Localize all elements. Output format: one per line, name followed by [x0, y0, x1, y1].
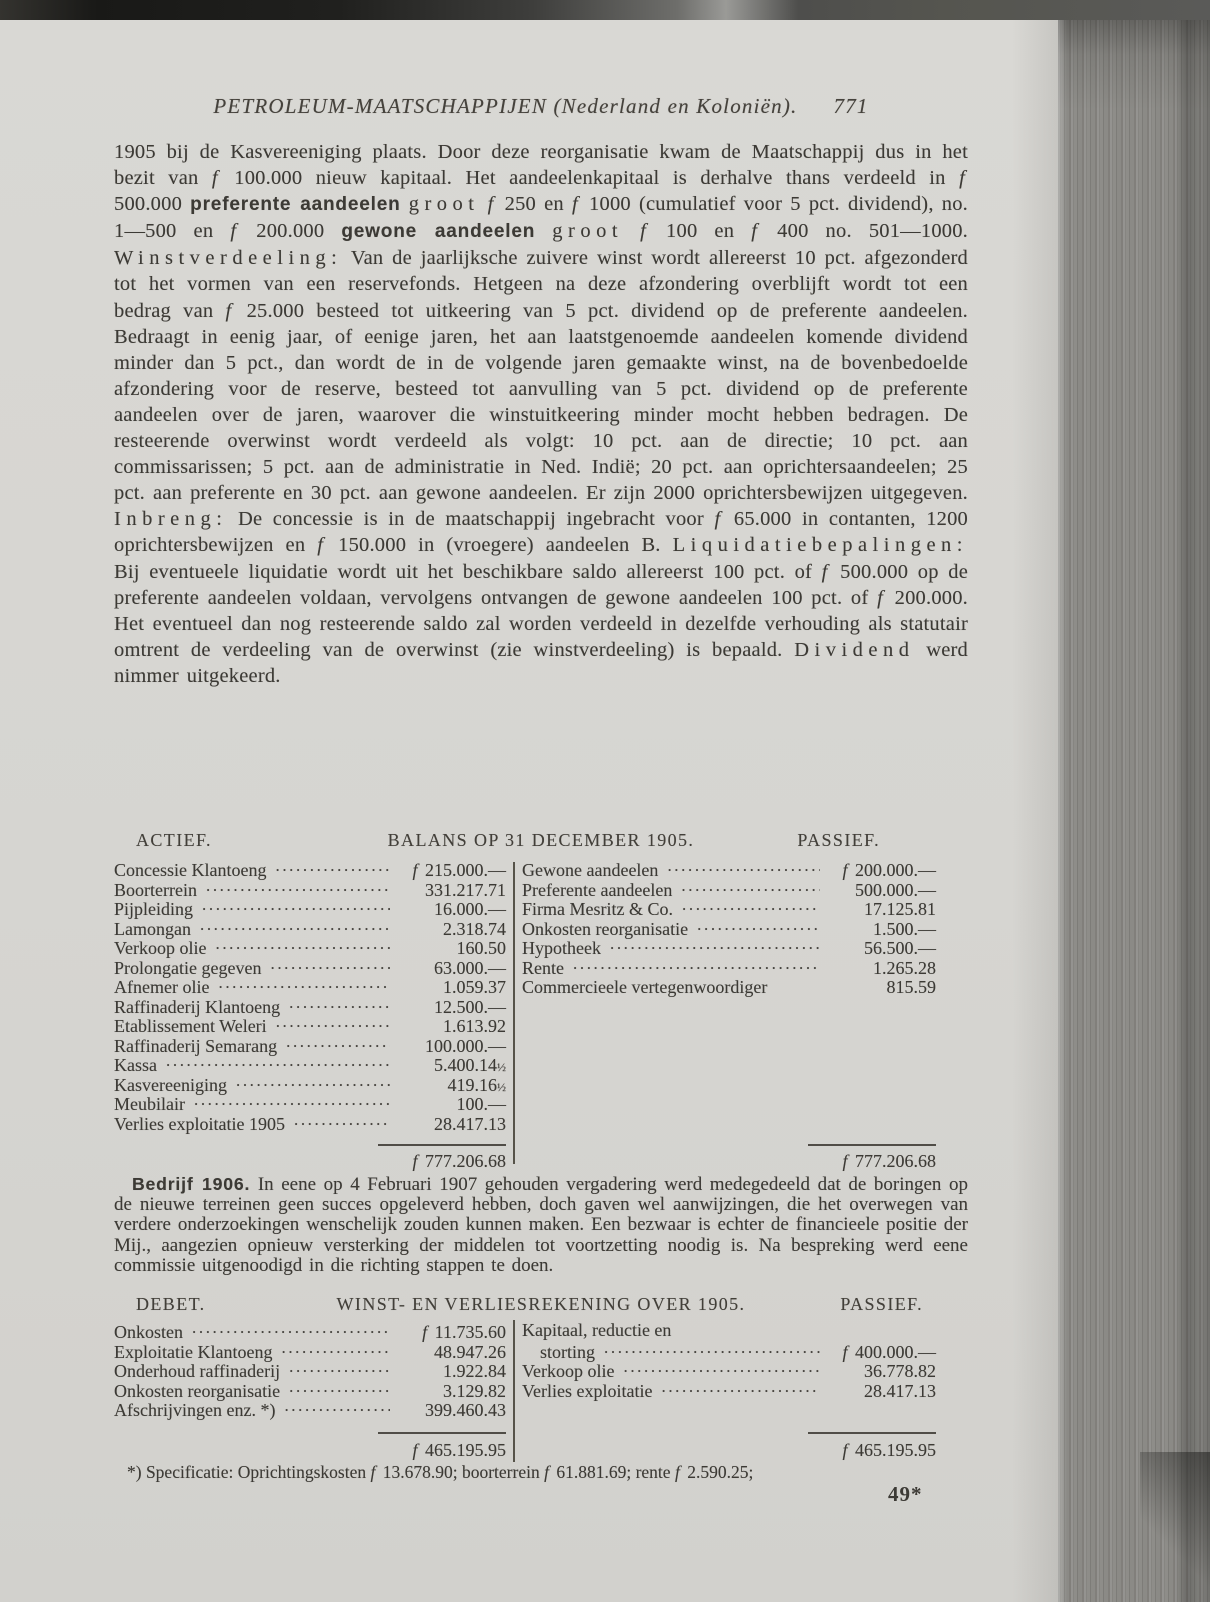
row-label: Meubilair: [114, 1094, 185, 1114]
row-label: Onkosten reorganisatie: [522, 918, 689, 939]
dotted-leader: [206, 878, 390, 896]
text-segment: werd nimmer uitgekeerd.: [114, 638, 968, 687]
row-amount: 2.318.74: [443, 918, 506, 939]
row-label: Firma Mesritz & Co.: [522, 899, 673, 919]
row-amount: 160.50: [456, 938, 506, 958]
row-label: Onkosten: [114, 1322, 183, 1342]
row-amount: 1.500.—: [873, 918, 936, 939]
table-row: [114, 975, 506, 995]
dotted-leader: [289, 1359, 390, 1377]
row-amount: 17.125.81: [864, 899, 936, 919]
dotted-leader: [697, 917, 820, 935]
text-segment: De concessie is in de maatschappij ingebracht voor f 65.000 in contanten, 1200 oprichtersbewijzen en f 150.000 in (vroegere) aandeelen B.: [114, 508, 968, 557]
text-segment: Dividend: [794, 638, 915, 661]
table-row: [114, 1359, 506, 1379]
row-amount: 36.778.82: [864, 1361, 936, 1381]
row-label: Kapitaal, reductie en: [522, 1320, 672, 1340]
row-label: Concessie Klantoeng: [114, 860, 267, 880]
table-row: [114, 995, 506, 1015]
row-label: Hypotheek: [522, 938, 601, 958]
dotted-leader: [289, 995, 390, 1013]
balance-actief-label: ACTIEF.: [136, 830, 212, 850]
balance-table: [114, 858, 968, 1176]
row-label: Etablissement Weleri: [114, 1016, 267, 1036]
row-amount: 3.129.82: [443, 1380, 506, 1401]
dotted-leader: [294, 1112, 390, 1130]
table-row: [522, 858, 936, 878]
table-row: [522, 956, 936, 976]
table-row: [522, 1359, 936, 1379]
text-segment: Inbreng:: [114, 508, 228, 531]
table-row: [114, 1398, 506, 1418]
row-amount: 419.16½: [447, 1074, 506, 1095]
row-amount: f 11.735.60: [422, 1322, 506, 1342]
photo-top-edge: [0, 0, 1210, 20]
main-paragraph: [114, 139, 968, 689]
table-row: [114, 1112, 506, 1132]
dotted-leader: [284, 1398, 390, 1416]
table-row: [114, 858, 506, 878]
page-number: 771: [833, 94, 869, 118]
row-label: Gewone aandeelen: [522, 860, 659, 880]
row-amount: 1.059.37: [443, 977, 506, 997]
row-amount: 100.000.—: [425, 1035, 506, 1056]
dotted-leader: [276, 1014, 390, 1032]
dotted-leader: [289, 1379, 390, 1397]
row-label: Verkoop olie: [522, 1361, 615, 1381]
table-row: [522, 975, 936, 995]
dotted-leader: [192, 1320, 390, 1338]
column-divider: [513, 1320, 515, 1462]
table-row: [114, 917, 506, 937]
dotted-leader: [275, 858, 390, 876]
row-amount: 331.217.71: [425, 879, 506, 900]
row-label: Boorterrein: [114, 879, 197, 900]
text-segment: Van de jaarlijksche zuivere winst wordt allereerst 10 pct. afgezonderd tot het vormen van een reservefonds. Hetgeen na deze afzondering overblijft wordt tot een bedrag van f 25.000 besteed tot uitkeering van 5 pct. dividend op de preferente aandeelen. Bedraagt in eenig jaar, of eenige jaren, het aan laatstgenoemde aandeelen komende dividend minder dan 5 pct., dan wordt de in de volgende jaren gemaakte winst, na de bovenbedoelde afzondering voor de reserve, besteed tot aanvulling van 5 pct. dividend op de preferente aandeelen over de jaren, waarover die winstuitkeering minder mocht hebben bedragen. De resteerende overwinst wordt verdeeld als volgt: 10 pct. aan de directie; 10 pct. aan commissarissen; 5 pct. aan de administratie in Ned. Indië; 20 pct. aan oprichtersaandeelen; 25 pct. aan preferente en 30 pct. aan gewone aandeelen. Er zijn 2000 oprichtersbewijzen uitgegeven.: [114, 247, 968, 505]
balance-section-header: [114, 830, 968, 852]
text-segment: f 100 en f 400 no. 501—1000.: [640, 220, 968, 243]
row-label: Afschrijvingen enz. *): [114, 1400, 276, 1420]
income-debet-column: [114, 1320, 506, 1418]
running-head-title: PETROLEUM-MAATSCHAPPIJEN (Nederland en Koloniën).: [213, 94, 798, 118]
row-amount: 63.000.—: [434, 957, 506, 978]
income-total-credit: f 465.195.95: [842, 1440, 936, 1460]
row-amount: 500.000.—: [855, 879, 936, 900]
dotted-leader: [667, 858, 820, 876]
table-row: [114, 1073, 506, 1093]
table-row: [114, 1320, 506, 1340]
balance-title: BALANS OP 31 DECEMBER 1905.: [387, 830, 695, 850]
balance-passief-column: [522, 858, 936, 995]
row-amount: 399.460.43: [425, 1400, 506, 1420]
row-label: Verkoop olie: [114, 938, 207, 958]
dotted-leader: [286, 1034, 390, 1052]
income-table: [114, 1320, 968, 1470]
dotted-leader: [610, 936, 820, 954]
row-label: Afnemer olie: [114, 977, 210, 997]
row-label: Commercieele vertegenwoordiger: [522, 977, 768, 997]
row-amount: f 200.000.—: [842, 860, 936, 880]
balance-passief-label: PASSIEF.: [797, 830, 880, 850]
row-label: Raffinaderij Semarang: [114, 1035, 278, 1056]
row-label: storting: [540, 1341, 596, 1362]
bedrijf-1906-paragraph: [114, 1174, 968, 1276]
income-credit-column: [522, 1320, 936, 1401]
row-label: Pijpleiding: [114, 899, 194, 919]
dotted-leader: [681, 878, 820, 896]
total-rule-right: [808, 1144, 936, 1146]
row-label: Kasvereeniging: [114, 1074, 227, 1095]
text-segment: Bedrijf 1906.: [132, 1174, 251, 1194]
dotted-leader: [166, 1053, 390, 1071]
table-row: [114, 897, 506, 917]
text-segment: gewone aandeelen: [341, 221, 536, 243]
row-amount: 100.—: [456, 1094, 506, 1114]
dotted-leader: [270, 956, 390, 974]
row-amount: 28.417.13: [864, 1380, 936, 1401]
table-row: [522, 878, 936, 898]
row-label: Onderhoud raffinaderij: [114, 1361, 281, 1381]
table-row: [522, 936, 936, 956]
row-amount: 1.265.28: [873, 957, 936, 978]
total-rule-right: [808, 1432, 936, 1434]
text-segment: groot: [408, 193, 480, 216]
row-amount: 28.417.13: [434, 1113, 506, 1134]
table-row: [114, 1340, 506, 1360]
row-label: Onkosten reorganisatie: [114, 1380, 281, 1401]
row-label: Prolongatie gegeven: [114, 957, 262, 978]
dotted-leader: [202, 897, 390, 915]
row-label: Verlies exploitatie 1905: [114, 1113, 285, 1134]
row-amount: 1.613.92: [443, 1016, 506, 1036]
row-amount: 12.500.—: [434, 996, 506, 1017]
table-row: [114, 1092, 506, 1112]
table-row: [114, 1053, 506, 1073]
balance-total-actief: f 777.206.68: [412, 1151, 506, 1171]
dotted-leader: [604, 1340, 820, 1358]
table-row: [522, 917, 936, 937]
row-amount: 48.947.26: [434, 1341, 506, 1362]
row-label: Kassa: [114, 1055, 157, 1075]
row-label: Verlies exploitatie: [522, 1380, 653, 1401]
income-passief-label: PASSIEF.: [840, 1294, 923, 1314]
row-label: Rente: [522, 957, 564, 978]
table-row: [114, 956, 506, 976]
row-amount: 16.000.—: [434, 899, 506, 919]
dotted-leader: [573, 956, 820, 974]
column-divider: [513, 862, 515, 1164]
table-row: [114, 1034, 506, 1054]
row-amount: f 400.000.—: [842, 1341, 936, 1362]
income-title: WINST- EN VERLIESREKENING OVER 1905.: [336, 1294, 746, 1314]
total-rule-left: [378, 1144, 506, 1146]
dotted-leader: [215, 936, 390, 954]
row-amount: f 215.000.—: [412, 860, 506, 880]
balance-actief-column: [114, 858, 506, 1134]
text-segment: Liquidatiebepalingen:: [672, 534, 968, 557]
dotted-leader: [661, 1379, 820, 1397]
total-rule-left: [378, 1432, 506, 1434]
row-label: Raffinaderij Klantoeng: [114, 996, 281, 1017]
footnote: *) Specificatie: Oprichtingskosten f 13.678.90; boorterrein f 61.881.69; rente f 2.590.25;: [127, 1462, 754, 1482]
row-amount: 56.500.—: [864, 938, 936, 958]
dotted-leader: [281, 1340, 390, 1358]
running-head: [114, 94, 968, 119]
dotted-leader: [218, 975, 390, 993]
table-row: [114, 1014, 506, 1034]
text-segment: [401, 193, 409, 215]
text-segment: f 250 en f 1000 (cumulatief voor 5 pct. dividend), no. 1—500 en f 200.000: [114, 193, 969, 243]
table-row: [522, 1340, 936, 1360]
dotted-leader: [236, 1073, 390, 1091]
text-segment: 1905 bij de Kasvereeniging plaats. Door deze reorganisatie kwam de Maatschappij dus in het bezit van f 100.000 nieuw kapitaal. Het aandeelenkapitaal is derhalve thans verdeeld in f 500.000: [114, 141, 968, 216]
bottom-page-number: 49*: [888, 1482, 923, 1506]
income-section-header: [114, 1294, 968, 1316]
text-segment: In eene op 4 Februari 1907 gehouden vergadering werd medegedeeld dat de boringen op de nieuwe terreinen geen succes opgeleverd hebben, doch gaven wel aanwijzingen, die het overwegen van verdere onderzoekingen wenschelijk zouden kunnen maken. Een bezwaar is echter de financieele positie der Mij., aangezien opnieuw versterking der middelen tot voortzetting noodig is. Na bespreking werd eene commissie uitgenoodigd in die richting stappen te doen.: [114, 1174, 969, 1276]
balance-total-passief: f 777.206.68: [842, 1151, 936, 1171]
income-debet-label: DEBET.: [136, 1294, 206, 1314]
dotted-leader: [194, 1092, 390, 1110]
table-row: [522, 1320, 936, 1340]
dotted-leader: [682, 897, 820, 915]
row-label: Lamongan: [114, 918, 191, 939]
income-total-debet: f 465.195.95: [412, 1440, 506, 1460]
dotted-leader: [200, 917, 390, 935]
text-segment: groot: [552, 220, 624, 243]
table-row: [522, 897, 936, 917]
text-segment: Bij eventueele liquidatie wordt uit het beschikbare saldo allereerst 100 pct. of f 500.000 op de preferente aandeelen voldaan, vervolgens ontvangen de gewone aandeelen 100 pct. of f 200.000. Het eventueel dan nog resteerende saldo zal worden verdeeld in dezelfde verhouding als statutair omtrent de verdeeling van de overwinst (zie winstverdeeling) is bepaald.: [114, 560, 968, 661]
text-segment: [535, 220, 552, 242]
table-row: [114, 936, 506, 956]
table-row: [114, 1379, 506, 1399]
row-label: Exploitatie Klantoeng: [114, 1341, 273, 1362]
dotted-leader: [623, 1359, 820, 1377]
dotted-leader: [776, 975, 820, 993]
row-amount: 1.922.84: [443, 1361, 506, 1381]
table-row: [114, 878, 506, 898]
text-segment: preferente aandeelen: [190, 194, 401, 216]
book-fore-edge-pages: [1058, 0, 1210, 1602]
row-label: Preferente aandeelen: [522, 879, 673, 900]
text-segment: Winstverdeeling:: [114, 247, 343, 270]
table-row: [522, 1379, 936, 1399]
row-amount: 5.400.14½: [434, 1055, 506, 1075]
row-amount: 815.59: [886, 977, 936, 997]
